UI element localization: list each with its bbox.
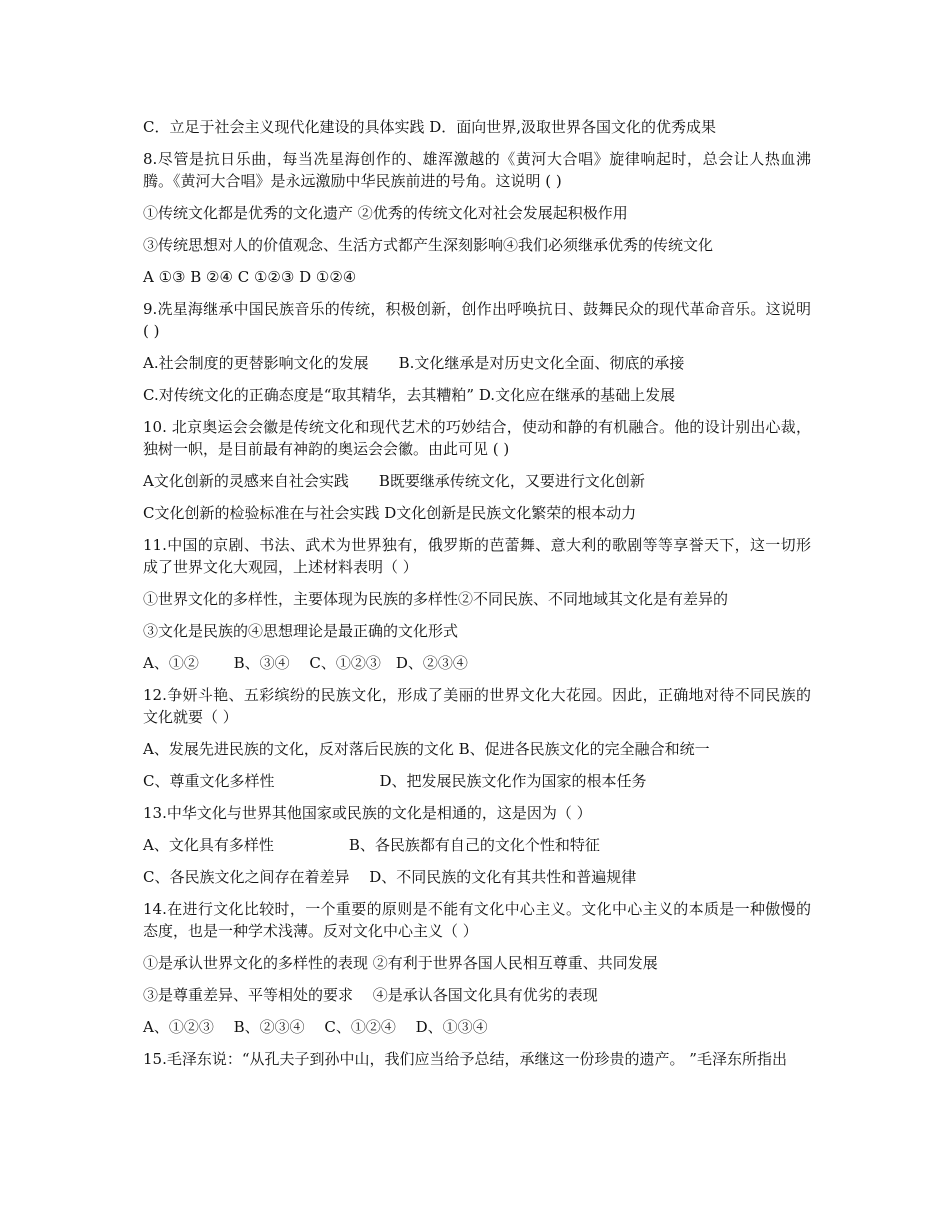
question-stem: 14.在进行文化比较时，一个重要的原则是不能有文化中心主义。文化中心主义的本质是一种傲慢的态度，也是一种学术浅薄。反对文化中心主义（ ）	[143, 900, 811, 940]
text-line: C文化创新的检验标准在与社会实践 D文化创新是民族文化繁荣的根本动力	[143, 504, 637, 522]
text-line: C．立足于社会主义现代化建设的具体实践 D．面向世界,汲取世界各国文化的优秀成果	[143, 118, 717, 136]
text-line: C、尊重文化多样性 D、把发展民族文化作为国家的根本任务	[143, 772, 647, 790]
question-stem: 11.中国的京剧、书法、武术为世界独有，俄罗斯的芭蕾舞、意大利的歌剧等等享誉天下，这一切形成了世界文化大观园，上述材料表明（ ）	[143, 536, 811, 576]
text-line: C、各民族文化之间存在着差异 D、不同民族的文化有其共性和普遍规律	[143, 868, 637, 886]
text-line: A、发展先进民族的文化，反对落后民族的文化 B、促进各民族文化的完全融合和统一	[143, 740, 710, 758]
question-stem: 9.冼星海继承中国民族音乐的传统，积极创新，创作出呼唤抗日、鼓舞民众的现代革命音乐。这说明 ( )	[143, 300, 811, 340]
text-line: ①传统文化都是优秀的文化遗产 ②优秀的传统文化对社会发展起积极作用	[143, 204, 628, 222]
question-stem: 15.毛泽东说：“从孔夫子到孙中山，我们应当给予总结，承继这一份珍贵的遗产。 ”毛泽东所指出	[143, 1050, 787, 1068]
question-stem: 13.中华文化与世界其他国家或民族的文化是相通的，这是因为（ ）	[143, 804, 592, 822]
answer-options: A、①②③ B、②③④ C、①②④ D、①③④	[143, 1018, 488, 1036]
question-stem: 12.争妍斗艳、五彩缤纷的民族文化，形成了美丽的世界文化大花园。因此，正确地对待不同民族的文化就要（ ）	[143, 686, 811, 726]
text-line: ③是尊重差异、平等相处的要求 ④是承认各国文化具有优劣的表现	[143, 986, 598, 1004]
text-line: A.社会制度的更替影响文化的发展 B.文化继承是对历史文化全面、彻底的承接	[143, 354, 685, 372]
text-line: A文化创新的灵感来自社会实践 B既要继承传统文化，又要进行文化创新	[143, 472, 645, 490]
question-text-block	[143, 116, 811, 1070]
text-line: ①是承认世界文化的多样性的表现 ②有利于世界各国人民相互尊重、共同发展	[143, 954, 658, 972]
question-stem: 8.尽管是抗日乐曲，每当冼星海创作的、雄浑激越的《黄河大合唱》旋律响起时，总会让人热血沸腾。《黄河大合唱》是永远激励中华民族前进的号角。这说明 ( )	[143, 150, 811, 190]
text-line: ③传统思想对人的价值观念、生活方式都产生深刻影响④我们必须继承优秀的传统文化	[143, 236, 714, 254]
text-line: A、文化具有多样性 B、各民族都有自己的文化个性和特征	[143, 836, 600, 854]
question-stem: 10. 北京奥运会会徽是传统文化和现代艺术的巧妙结合，使动和静的有机融合。他的设计别出心裁，独树一帜，是目前最有神韵的奥运会会徽。由此可见 ( )	[143, 418, 811, 458]
answer-options: A ①③ B ②④ C ①②③ D ①②④	[143, 268, 357, 286]
text-line: ③文化是民族的④思想理论是最正确的文化形式	[143, 622, 459, 640]
text-line: C.对传统文化的正确态度是“取其精华，去其糟粕” D.文化应在继承的基础上发展	[143, 386, 676, 404]
text-line: ①世界文化的多样性，主要体现为民族的多样性②不同民族、不同地域其文化是有差异的	[143, 590, 729, 608]
answer-options: A、①② B、③④ C、①②③ D、②③④	[143, 654, 468, 672]
